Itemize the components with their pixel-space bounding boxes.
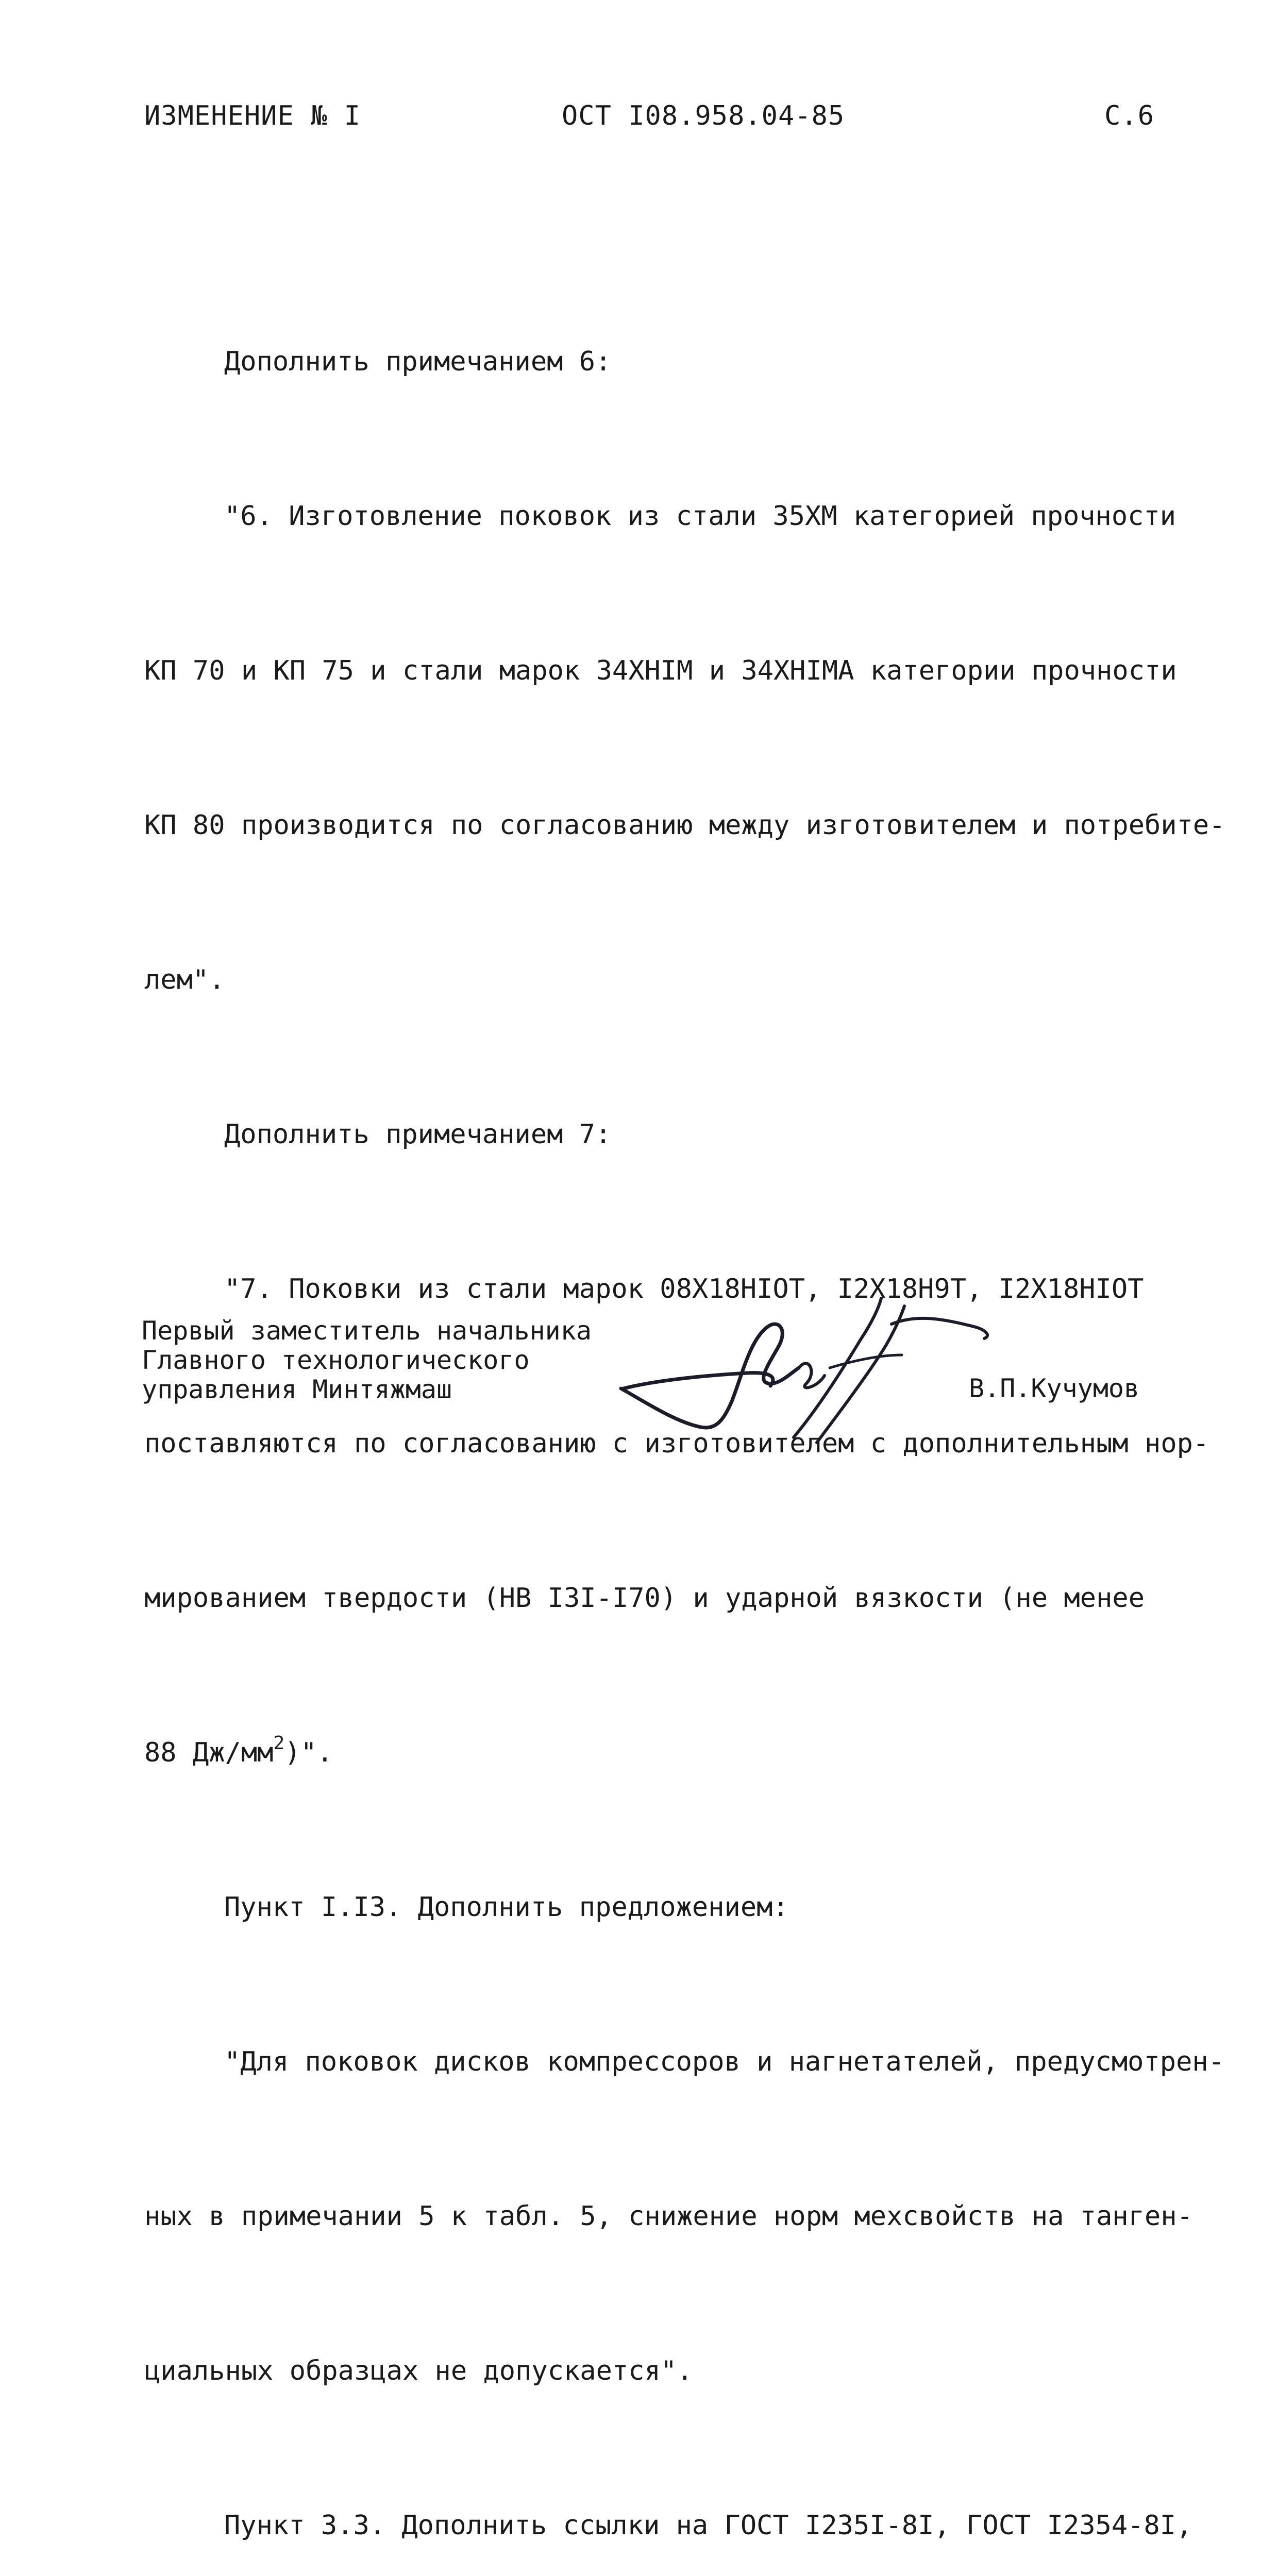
paragraph-line xyxy=(144,1727,1185,1778)
page-header xyxy=(144,100,1154,142)
paragraph-line: "Для поковок дисков компрессоров и нагнетателей, предусмотрен- xyxy=(224,2046,1225,2077)
paragraph-line: Пункт 3.3. Дополнить ссылки на ГОСТ I235I-8I, ГОСТ I2354-8I, xyxy=(224,2510,1192,2541)
signatory-title-line: Главного технологического xyxy=(142,1345,530,1375)
paragraph-line: Дополнить примечанием 6: xyxy=(224,346,612,377)
paragraph-line: циальных образцах не допускается". xyxy=(144,2355,693,2386)
paragraph-line: КП 80 производится по согласованию между изготовителем и потребите- xyxy=(144,810,1225,841)
paragraph-line: "6. Изготовление поковок из стали 35ХМ категорией прочности xyxy=(224,501,1176,532)
change-number: ИЗМЕНЕНИЕ № I xyxy=(144,100,361,131)
handwritten-signature xyxy=(613,1278,1036,1453)
signatory-title-line: управления Минтяжмаш xyxy=(142,1375,452,1404)
paragraph-line: КП 70 и КП 75 и стали марок 34ХНIМ и 34ХНIМА категории прочности xyxy=(144,655,1177,686)
paragraph-line: лем". xyxy=(144,964,225,995)
page-number: С.6 xyxy=(1104,100,1154,131)
standard-code: ОСТ I08.958.04-85 xyxy=(562,100,845,131)
signatory-title xyxy=(142,1316,592,1404)
paragraph-line: Пункт I.I3. Дополнить предложением: xyxy=(224,1892,789,1923)
paragraph-line: ных в примечании 5 к табл. 5, снижение норм мехсвойств на танген- xyxy=(144,2201,1193,2232)
paragraph-line: мированием твердости (НВ I3I-I70) и ударной вязкости (не менее xyxy=(144,1583,1145,1614)
signatory-name: В.П.Кучумов xyxy=(969,1374,1140,1403)
paragraph-line: Дополнить примечанием 7: xyxy=(224,1119,612,1150)
signatory-title-line: Первый заместитель начальника xyxy=(142,1316,592,1346)
paragraph-line: поставляются по согласованию с изготовителем с дополнительным нор- xyxy=(144,1428,1209,1459)
superscript: 2 xyxy=(273,1732,285,1754)
value-text-end: )". xyxy=(284,1737,333,1768)
paragraph-line: "7. Поковки из стали марок 08Х18НIОТ, I2Х18Н9Т, I2Х18НIОТ xyxy=(224,1274,1144,1304)
value-text: 88 Дж/мм xyxy=(144,1737,274,1768)
